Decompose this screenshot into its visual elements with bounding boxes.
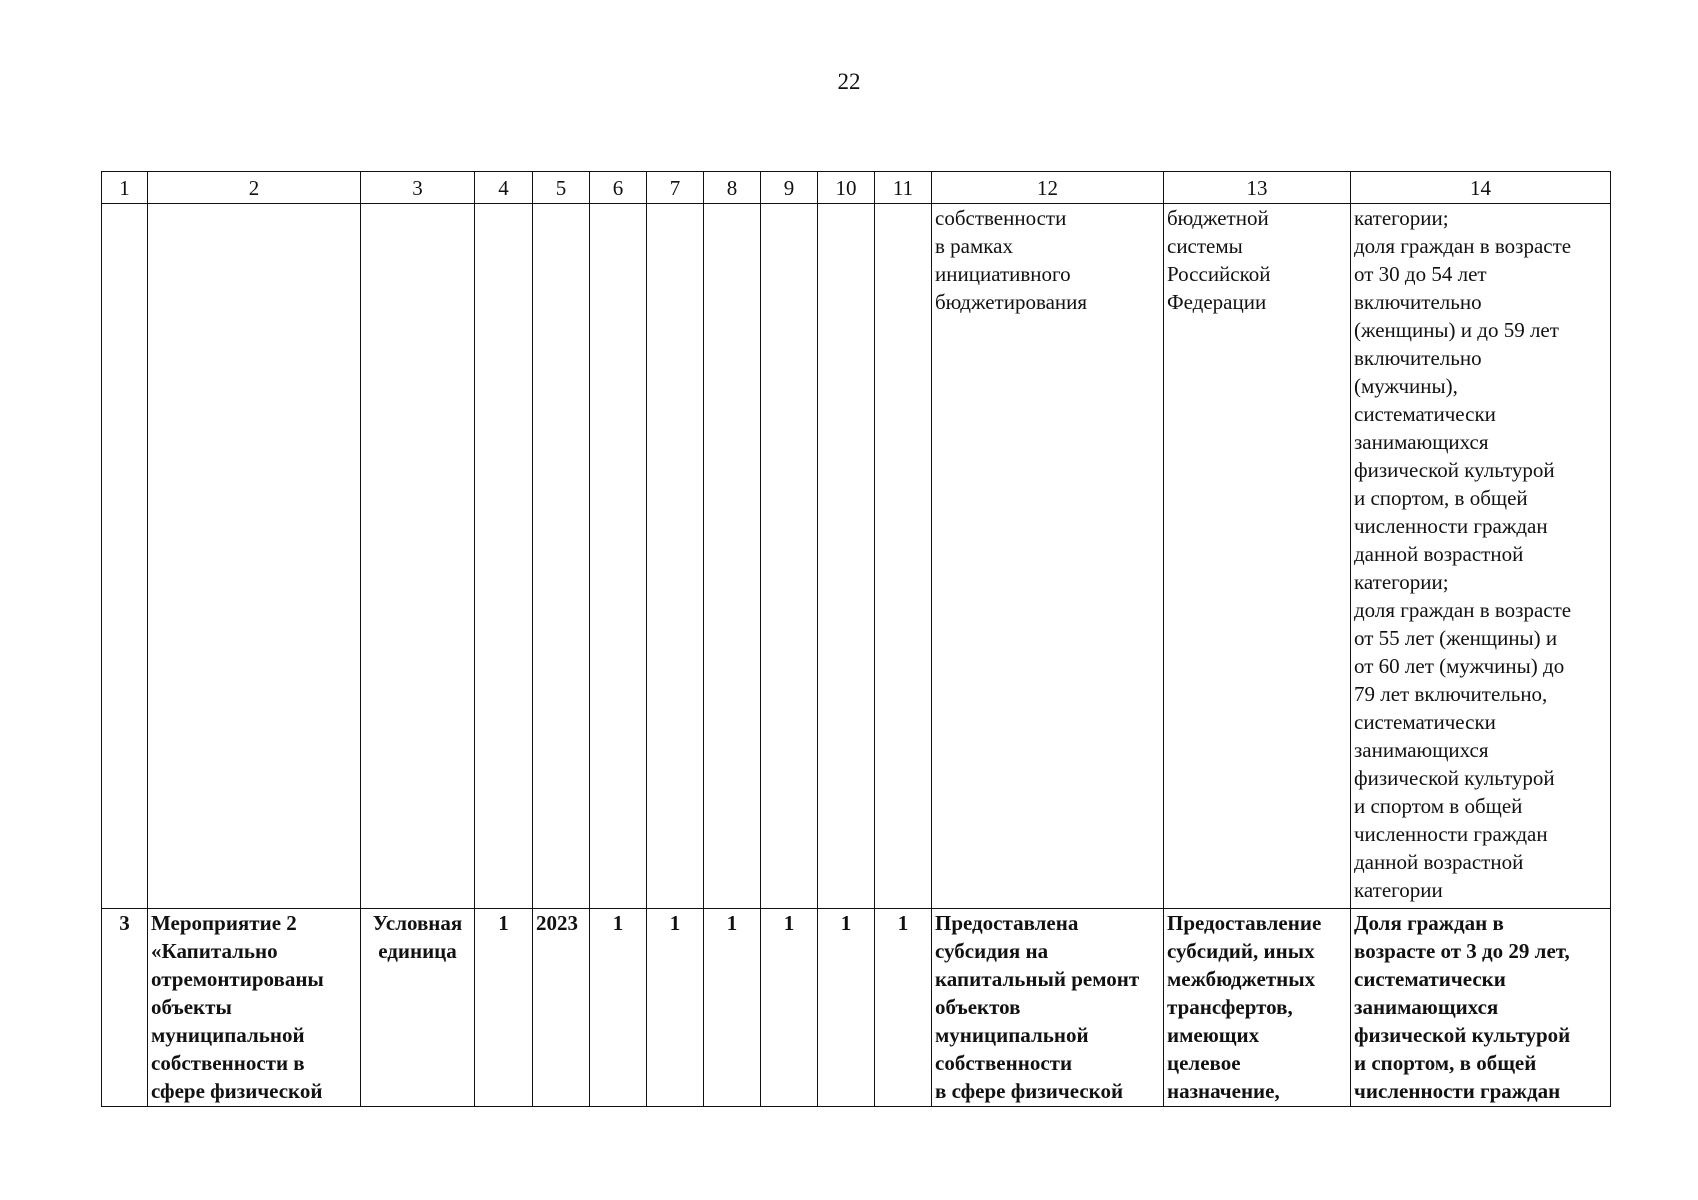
- column-header: 9: [761, 172, 818, 204]
- table-cell: [875, 204, 932, 909]
- value-cell: 1: [590, 909, 647, 1107]
- value-cell: 1: [647, 909, 704, 1107]
- column-header: 3: [361, 172, 475, 204]
- column-header: 13: [1164, 172, 1351, 204]
- column-header: 11: [875, 172, 932, 204]
- indicator-link-cell: категории; доля граждан в возрасте от 30 до 54 лет включительно (женщины) и до 59 лет включительно (мужчины), систематически занимающихся физической культурой и спортом, в общей численности граждан данной возрастной категории; доля граждан в возрасте от 55 лет (женщины) и от 60 лет (мужчины) до 79 лет включительно, систематически занимающихся физической культурой и спортом в общей численности граждан данной возрастной категории: [1351, 204, 1611, 909]
- value-cell: 1: [704, 909, 761, 1107]
- column-header: 6: [590, 172, 647, 204]
- column-header: 7: [647, 172, 704, 204]
- measure-row: [102, 909, 1611, 1107]
- table-cell: [704, 204, 761, 909]
- page-number: 22: [837, 69, 861, 94]
- value-cell: 1: [761, 909, 818, 1107]
- indicator-link-cell: Доля граждан в возрасте от 3 до 29 лет, систематически занимающихся физической культурой и спортом, в общей численности граждан: [1351, 909, 1611, 1107]
- column-number-row: [102, 172, 1611, 204]
- column-header: 12: [932, 172, 1164, 204]
- table-cell: [475, 204, 533, 909]
- unit-cell: Условная единица: [361, 909, 475, 1107]
- column-header: 4: [475, 172, 533, 204]
- column-header: 1: [102, 172, 148, 204]
- column-header: 5: [533, 172, 590, 204]
- value-cell: 1: [875, 909, 932, 1107]
- table-cell: [590, 204, 647, 909]
- row-number-cell: 3: [102, 909, 148, 1107]
- base-year-cell: 2023: [533, 909, 590, 1107]
- table-cell: [533, 204, 590, 909]
- value-cell: 1: [818, 909, 875, 1107]
- measure-type-cell: Предоставление субсидий, иных межбюджетных трансфертов, имеющих целевое назначение,: [1164, 909, 1351, 1107]
- column-header: 2: [148, 172, 361, 204]
- table-cell: [761, 204, 818, 909]
- measure-type-cell: бюджетной системы Российской Федерации: [1164, 204, 1351, 909]
- measures-table: [101, 171, 1611, 1107]
- table-cell: [647, 204, 704, 909]
- table-cell: [361, 204, 475, 909]
- column-header: 8: [704, 172, 761, 204]
- measure-name-cell: Мероприятие 2 «Капитально отремонтированы объекты муниципальной собственности в сфере физической: [148, 909, 361, 1107]
- table-cell: [818, 204, 875, 909]
- column-header: 14: [1351, 172, 1611, 204]
- result-description-cell: Предоставлена субсидия на капитальный ремонт объектов муниципальной собственности в сфере физической: [932, 909, 1164, 1107]
- base-value-cell: 1: [475, 909, 533, 1107]
- table-cell: [102, 204, 148, 909]
- continuation-row: [102, 204, 1611, 909]
- column-header: 10: [818, 172, 875, 204]
- table-cell: [148, 204, 361, 909]
- result-description-cell: собственности в рамках инициативного бюджетирования: [932, 204, 1164, 909]
